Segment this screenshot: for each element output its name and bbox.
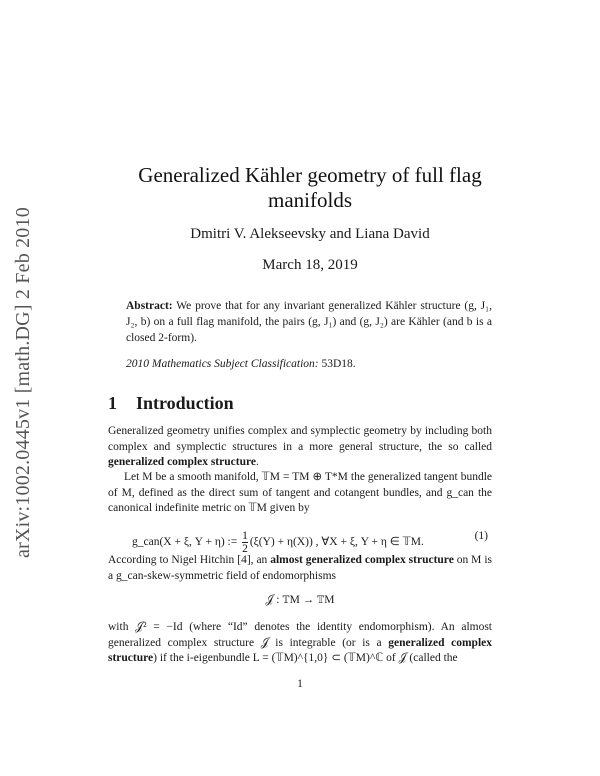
arxiv-identifier: arXiv:1002.0445v1 [math.DG] 2 Feb 2010 [12,207,34,558]
msc-classification [126,358,492,370]
paragraph-3: According to Nigel Hitchin [4], an almost generalized complex structure on M is a g_can-skew-symmetric field of endomorphisms [108,554,492,582]
abstract-label: Abstract: [126,300,173,312]
term-generalized-complex-structure: generalized complex structure [108,456,256,468]
paragraph-4: with 𝒥² = −Id (where “Id” denotes the identity endomorphism). An almost generalized complex structure 𝒥 is integrable (or is a generalized complex structure) if the i-eigenbundle L = (𝕋M)^{1,0} ⊂ (𝕋M)^ℂ of 𝒥 (called the [108,621,492,664]
title-line-1: Generalized Kähler geometry of full flag [138,163,482,187]
date: March 18, 2019 [262,257,358,273]
paragraph-2: Let M be a smooth manifold, 𝕋M = TM ⊕ T*M the generalized tangent bundle of M, defined as the direct sum of tangent and cotangent bundles, and g_can the canonical indefinite metric on 𝕋M given by [108,471,492,514]
equation-1-number: (1) [474,530,488,542]
term-almost-generalized-complex-structure: almost generalized complex structure [270,554,454,566]
msc-value: 53D18. [318,358,356,370]
section-number: 1 [108,393,117,413]
msc-label: 2010 Mathematics Subject Classification: [126,358,319,370]
section-title: Introduction [136,393,234,413]
paper-title [100,163,520,213]
equation-2: 𝒥 : 𝕋M → 𝕋M [265,594,335,606]
section-heading [108,393,234,414]
term-generalized-complex-structure-2: generalized complex structure [108,636,492,664]
abstract [126,298,492,346]
equation-1-body: g_can(X + ξ, Y + η) := $\frac{1}{2}$ (ξ(Y) + η(X)) , ∀X + ξ, Y + η ∈ 𝕋M. [132,530,424,555]
paragraph-1: Generalized geometry unifies complex and symplectic geometry by including both complex and symplectic structures in a more general structure, the so called generalized complex structure. [108,425,492,468]
authors: Dmitri V. Alekseevsky and Liana David [190,226,430,242]
page-number: 1 [297,678,303,690]
fraction: $\frac{1}{2}$ [242,530,248,555]
abstract-text: We prove that for any invariant generalized Kähler structure (g, J₁, J₂, b) on a full flag manifold, the pairs (g, J₁) and (g, J₂) are Kähler (and b is a closed 2-form). [126,300,492,344]
equation-1 [108,522,492,555]
title-line-2: manifolds [268,188,352,212]
